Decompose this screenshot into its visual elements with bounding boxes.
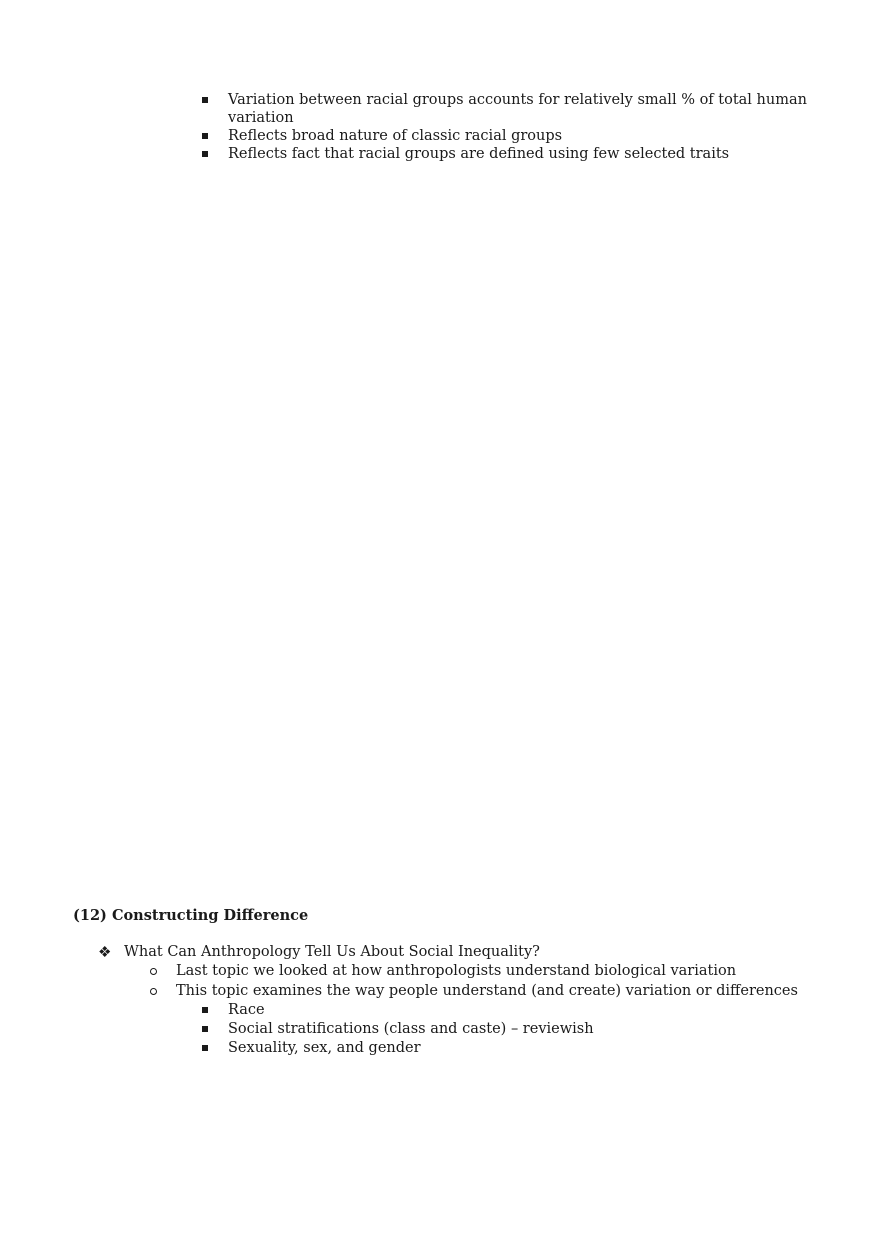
list-item-continuation: variation: [228, 110, 294, 126]
list-item-level3: Social stratifications (class and caste) – reviewish: [228, 1021, 594, 1037]
circle-bullet-icon: [150, 982, 157, 995]
list-item-level3: Race: [228, 1002, 265, 1018]
circle-bullet-icon: [150, 962, 157, 975]
square-bullet-icon: [202, 145, 208, 157]
square-bullet-icon: [202, 91, 208, 103]
section-heading: (12) Constructing Difference: [73, 907, 309, 924]
list-item-level2: This topic examines the way people understand (and create) variation or differences: [176, 983, 798, 999]
list-item-level1: What Can Anthropology Tell Us About Social Inequality?: [124, 944, 540, 960]
square-bullet-icon: [202, 1001, 208, 1013]
diamond-bullet-icon: ❖: [98, 943, 112, 961]
list-item-level2: Last topic we looked at how anthropologists understand biological variation: [176, 963, 737, 979]
list-item: Variation between racial groups accounts for relatively small % of total human: [228, 92, 807, 108]
list-item: Reflects broad nature of classic racial groups: [228, 128, 563, 144]
square-bullet-icon: [202, 1020, 208, 1032]
square-bullet-icon: [202, 127, 208, 139]
list-item-level3: Sexuality, sex, and gender: [228, 1040, 421, 1056]
square-bullet-icon: [202, 1039, 208, 1051]
list-item: Reflects fact that racial groups are defined using few selected traits: [228, 146, 730, 162]
